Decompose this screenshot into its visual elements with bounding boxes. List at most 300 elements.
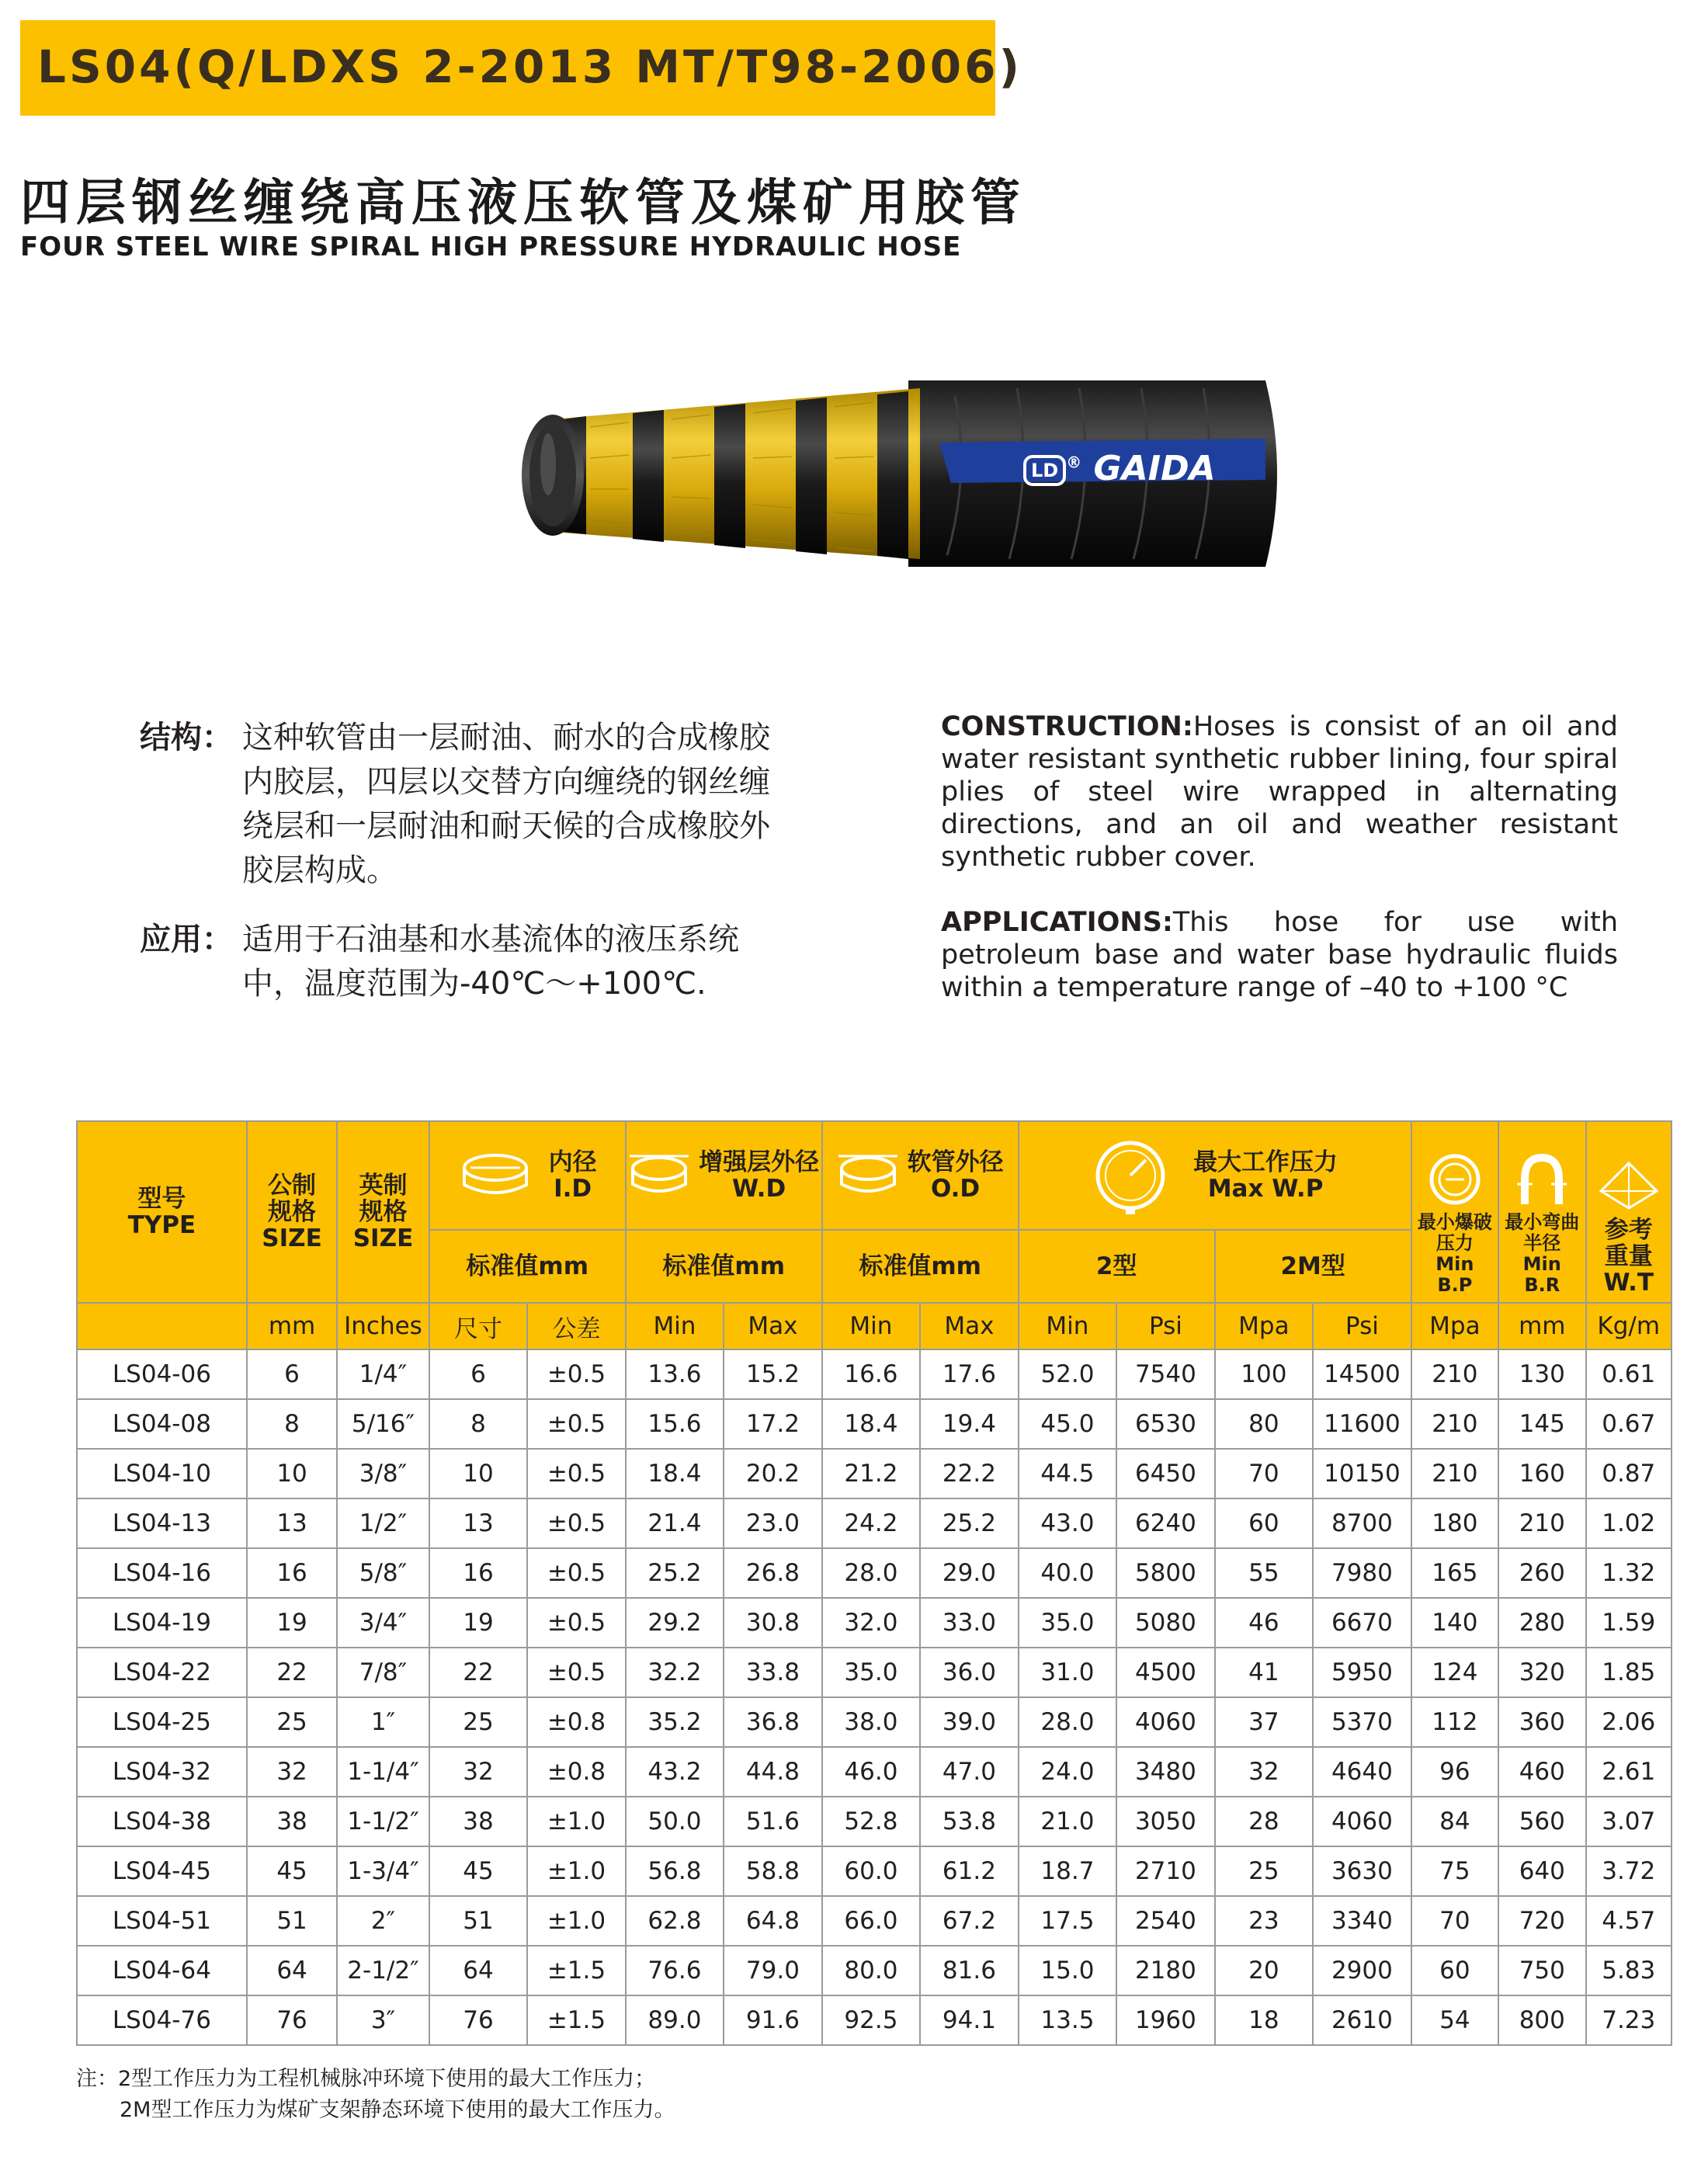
table-cell: 19: [429, 1598, 527, 1648]
table-cell: 25.2: [920, 1499, 1019, 1548]
table-cell: 320: [1498, 1648, 1585, 1697]
table-cell: ±0.5: [527, 1349, 626, 1399]
header-type2m: 2M型: [1215, 1230, 1411, 1303]
type-cell: LS04-06: [77, 1349, 247, 1399]
table-cell: ±0.5: [527, 1598, 626, 1648]
table-cell: 84: [1411, 1797, 1498, 1846]
table-cell: 210: [1411, 1349, 1498, 1399]
table-cell: 36.8: [724, 1697, 822, 1747]
unit-cell: 尺寸: [429, 1303, 527, 1349]
table-cell: 15.6: [626, 1399, 724, 1449]
table-cell: 33.8: [724, 1648, 822, 1697]
type-cell: LS04-64: [77, 1946, 247, 1995]
table-cell: 210: [1411, 1399, 1498, 1449]
table-cell: 52.8: [822, 1797, 920, 1846]
table-cell: 94.1: [920, 1995, 1019, 2045]
table-cell: 0.87: [1586, 1449, 1672, 1499]
unit-cell: Min: [822, 1303, 920, 1349]
table-cell: 25: [247, 1697, 337, 1747]
table-cell: 66.0: [822, 1896, 920, 1946]
table-cell: 1.59: [1586, 1598, 1672, 1648]
table-cell: 750: [1498, 1946, 1585, 1995]
table-cell: 30.8: [724, 1598, 822, 1648]
title-chinese: 四层钢丝缠绕高压液压软管及煤矿用胶管: [20, 175, 1026, 232]
table-cell: 26.8: [724, 1548, 822, 1598]
unit-cell: 公差: [527, 1303, 626, 1349]
table-cell: 64: [247, 1946, 337, 1995]
table-row: [77, 1499, 1672, 1548]
table-cell: 76: [429, 1995, 527, 2045]
table-cell: 36.0: [920, 1648, 1019, 1697]
table-row: [77, 1598, 1672, 1648]
table-cell: 75: [1411, 1846, 1498, 1896]
header-bp-en: Min B.P: [1435, 1253, 1474, 1296]
table-cell: 17.6: [920, 1349, 1019, 1399]
table-cell: 38: [247, 1797, 337, 1846]
table-cell: 1-1/2″: [337, 1797, 429, 1846]
table-cell: 15.2: [724, 1349, 822, 1399]
header-br-en: Min B.R: [1522, 1253, 1561, 1296]
table-cell: 10150: [1313, 1449, 1411, 1499]
header-type: [77, 1121, 247, 1303]
table-body: [77, 1349, 1672, 2045]
table-row: [77, 1399, 1672, 1449]
table-cell: 51: [247, 1896, 337, 1946]
table-cell: 6240: [1116, 1499, 1214, 1548]
brand-name: GAIDA: [1093, 449, 1216, 488]
type-cell: LS04-19: [77, 1598, 247, 1648]
header-id: [429, 1121, 626, 1230]
table-cell: ±1.5: [527, 1946, 626, 1995]
type-cell: LS04-25: [77, 1697, 247, 1747]
table-cell: 6670: [1313, 1598, 1411, 1648]
brand-label: [1023, 449, 1216, 488]
table-cell: 5.83: [1586, 1946, 1672, 1995]
table-cell: 28.0: [822, 1548, 920, 1598]
table-cell: 1″: [337, 1697, 429, 1747]
table-cell: 61.2: [920, 1846, 1019, 1896]
table-cell: ±0.5: [527, 1648, 626, 1697]
table-cell: 1.02: [1586, 1499, 1672, 1548]
table-cell: 13: [247, 1499, 337, 1548]
header-wp-en: Max W.P: [1207, 1175, 1324, 1203]
table-cell: 2540: [1116, 1896, 1214, 1946]
brand-logo-mark: LD: [1023, 455, 1066, 486]
table-cell: 124: [1411, 1648, 1498, 1697]
units-row: [77, 1303, 1672, 1349]
header-inch-size: [337, 1121, 429, 1303]
header-type2: 2型: [1019, 1230, 1215, 1303]
table-cell: 16.6: [822, 1349, 920, 1399]
table-cell: 4060: [1313, 1797, 1411, 1846]
table-cell: 45: [247, 1846, 337, 1896]
table-cell: 210: [1498, 1499, 1585, 1548]
cn-construction-label: 结构：: [140, 720, 233, 755]
table-cell: 89.0: [626, 1995, 724, 2045]
header-inch-en: SIZE: [352, 1224, 414, 1252]
table-cell: 6450: [1116, 1449, 1214, 1499]
header-od-cn: 软管外径: [907, 1148, 1004, 1176]
table-cell: 41: [1215, 1648, 1313, 1697]
type-cell: LS04-45: [77, 1846, 247, 1896]
table-cell: ±0.8: [527, 1697, 626, 1747]
table-cell: 47.0: [920, 1747, 1019, 1797]
header-od: [822, 1121, 1019, 1230]
table-cell: 5080: [1116, 1598, 1214, 1648]
table-cell: 38.0: [822, 1697, 920, 1747]
type-cell: LS04-76: [77, 1995, 247, 2045]
table-cell: 38: [429, 1797, 527, 1846]
header-od-en: O.D: [930, 1175, 981, 1203]
unit-cell: Kg/m: [1586, 1303, 1672, 1349]
footnote-line: 2M型工作压力为煤矿支架静态环境下使用的最大工作压力。: [120, 2098, 675, 2122]
table-cell: 280: [1498, 1598, 1585, 1648]
table-cell: 80.0: [822, 1946, 920, 1995]
burst-gauge-icon: [1424, 1153, 1486, 1207]
header-type-en: TYPE: [127, 1211, 196, 1239]
table-cell: 5950: [1313, 1648, 1411, 1697]
table-cell: 1.85: [1586, 1648, 1672, 1697]
table-row: [77, 1896, 1672, 1946]
table-cell: ±0.8: [527, 1747, 626, 1797]
table-cell: 13: [429, 1499, 527, 1548]
table-cell: 32: [429, 1747, 527, 1797]
table-cell: 14500: [1313, 1349, 1411, 1399]
table-row: [77, 1349, 1672, 1399]
table-cell: 15.0: [1019, 1946, 1116, 1995]
table-cell: 80: [1215, 1399, 1313, 1449]
table-cell: 37: [1215, 1697, 1313, 1747]
table-cell: 360: [1498, 1697, 1585, 1747]
table-cell: ±0.5: [527, 1449, 626, 1499]
table-cell: 160: [1498, 1449, 1585, 1499]
table-cell: 54: [1411, 1995, 1498, 2045]
table-cell: 6: [429, 1349, 527, 1399]
standard-code-banner: [20, 20, 1023, 116]
table-cell: 76.6: [626, 1946, 724, 1995]
table-cell: 7.23: [1586, 1995, 1672, 2045]
table-cell: 32.0: [822, 1598, 920, 1648]
table-cell: 20: [1215, 1946, 1313, 1995]
en-applications: [941, 906, 1618, 1004]
header-wt-en: W.T: [1603, 1269, 1654, 1297]
table-cell: 39.0: [920, 1697, 1019, 1747]
table-cell: 2.06: [1586, 1697, 1672, 1747]
table-cell: 260: [1498, 1548, 1585, 1598]
table-cell: 2900: [1313, 1946, 1411, 1995]
header-wd-cn: 增强层外径: [699, 1148, 820, 1176]
type-cell: LS04-22: [77, 1648, 247, 1697]
table-cell: 45.0: [1019, 1399, 1116, 1449]
header-wp: [1019, 1121, 1411, 1230]
table-cell: 62.8: [626, 1896, 724, 1946]
header-wd: [626, 1121, 822, 1230]
table-cell: 22: [247, 1648, 337, 1697]
header-size-en: SIZE: [262, 1224, 322, 1252]
ring-icon: [458, 1144, 533, 1207]
en-applications-text: This hose for use with petroleum base and water base hydraulic fluids within a temperature range of –40 to +100 °C: [941, 907, 1618, 1003]
table-cell: 32: [247, 1747, 337, 1797]
standard-code: LS04(Q/LDXS 2-2013 MT/T98-2006): [37, 40, 1023, 93]
header-size-cn: 公制规格: [268, 1172, 317, 1226]
en-construction: [941, 710, 1618, 873]
table-cell: 16: [429, 1548, 527, 1598]
header-br-cn: 最小弯曲半径: [1505, 1211, 1580, 1254]
type-cell: LS04-10: [77, 1449, 247, 1499]
unit-cell: Mpa: [1215, 1303, 1313, 1349]
table-cell: 720: [1498, 1896, 1585, 1946]
table-cell: 21.4: [626, 1499, 724, 1548]
table-cell: 81.6: [920, 1946, 1019, 1995]
table-cell: 32.2: [626, 1648, 724, 1697]
unit-cell: Psi: [1116, 1303, 1214, 1349]
table-cell: 76: [247, 1995, 337, 2045]
cn-applications-line: 中，温度范围为-40℃～+100℃.: [242, 966, 706, 1002]
table-cell: 11600: [1313, 1399, 1411, 1449]
table-cell: 67.2: [920, 1896, 1019, 1946]
table-cell: 29.0: [920, 1548, 1019, 1598]
table-cell: 2710: [1116, 1846, 1214, 1896]
table-cell: 10: [247, 1449, 337, 1499]
unit-cell: Max: [724, 1303, 822, 1349]
table-cell: 18.4: [626, 1449, 724, 1499]
table-cell: 28.0: [1019, 1697, 1116, 1747]
type-cell: LS04-51: [77, 1896, 247, 1946]
table-cell: 2″: [337, 1896, 429, 1946]
table-row: [77, 1995, 1672, 2045]
table-cell: 35.0: [822, 1648, 920, 1697]
table-cell: 33.0: [920, 1598, 1019, 1648]
table-cell: 3.07: [1586, 1797, 1672, 1846]
table-cell: 210: [1411, 1449, 1498, 1499]
table-cell: ±1.0: [527, 1896, 626, 1946]
table-cell: 4.57: [1586, 1896, 1672, 1946]
table-cell: 13.6: [626, 1349, 724, 1399]
type-cell: LS04-13: [77, 1499, 247, 1548]
table-row: [77, 1697, 1672, 1747]
table-cell: 1.32: [1586, 1548, 1672, 1598]
table-cell: 2-1/2″: [337, 1946, 429, 1995]
table-cell: 53.8: [920, 1797, 1019, 1846]
table-cell: 1/4″: [337, 1349, 429, 1399]
table-cell: 6530: [1116, 1399, 1214, 1449]
table-cell: 35.2: [626, 1697, 724, 1747]
table-cell: 18.7: [1019, 1846, 1116, 1896]
table-cell: 28: [1215, 1797, 1313, 1846]
table-cell: 2610: [1313, 1995, 1411, 2045]
unit-cell: Psi: [1313, 1303, 1411, 1349]
table-cell: 3/8″: [337, 1449, 429, 1499]
header-id-cn: 内径: [548, 1148, 597, 1176]
header-wd-en: W.D: [732, 1175, 786, 1203]
table-cell: 0.67: [1586, 1399, 1672, 1449]
table-cell: 91.6: [724, 1995, 822, 2045]
table-cell: 29.2: [626, 1598, 724, 1648]
table-cell: 1960: [1116, 1995, 1214, 2045]
table-cell: 5800: [1116, 1548, 1214, 1598]
table-cell: ±0.5: [527, 1399, 626, 1449]
en-construction-text: Hoses is consist of an oil and water resistant synthetic rubber lining, four spiral plies of steel wire wrapped in alternating directions, and an oil and weather resistant synthetic rubber cover.: [941, 711, 1618, 873]
table-cell: 3630: [1313, 1846, 1411, 1896]
table-cell: 460: [1498, 1747, 1585, 1797]
table-cell: 10: [429, 1449, 527, 1499]
table-cell: 19.4: [920, 1399, 1019, 1449]
table-cell: 140: [1411, 1598, 1498, 1648]
table-cell: 100: [1215, 1349, 1313, 1399]
table-cell: 112: [1411, 1697, 1498, 1747]
table-cell: 64.8: [724, 1896, 822, 1946]
title-english: FOUR STEEL WIRE SPIRAL HIGH PRESSURE HYDRAULIC HOSE: [20, 231, 962, 262]
footnote: [76, 2064, 675, 2126]
table-cell: 25.2: [626, 1548, 724, 1598]
table-cell: 4640: [1313, 1747, 1411, 1797]
table-cell: ±1.0: [527, 1846, 626, 1896]
ring-icon: [628, 1148, 690, 1203]
table-cell: 800: [1498, 1995, 1585, 2045]
table-cell: 96: [1411, 1747, 1498, 1797]
table-row: [77, 1946, 1672, 1995]
table-cell: 64: [429, 1946, 527, 1995]
unit-cell: Max: [920, 1303, 1019, 1349]
table-cell: 70: [1215, 1449, 1313, 1499]
table-cell: 19: [247, 1598, 337, 1648]
type-cell: LS04-32: [77, 1747, 247, 1797]
unit-cell: Inches: [337, 1303, 429, 1349]
table-cell: 8: [247, 1399, 337, 1449]
brand-reg-mark: ®: [1066, 453, 1082, 472]
table-cell: 35.0: [1019, 1598, 1116, 1648]
table-cell: 3050: [1116, 1797, 1214, 1846]
table-cell: 1-1/4″: [337, 1747, 429, 1797]
table-cell: 640: [1498, 1846, 1585, 1896]
table-cell: 7540: [1116, 1349, 1214, 1399]
header-id-std: 标准值mm: [429, 1230, 626, 1303]
table-cell: 79.0: [724, 1946, 822, 1995]
table-cell: 23.0: [724, 1499, 822, 1548]
table-cell: 22: [429, 1648, 527, 1697]
table-cell: 20.2: [724, 1449, 822, 1499]
unit-cell: mm: [1498, 1303, 1585, 1349]
table-cell: 180: [1411, 1499, 1498, 1548]
table-cell: 92.5: [822, 1995, 920, 2045]
table-cell: 24.2: [822, 1499, 920, 1548]
table-cell: 70: [1411, 1896, 1498, 1946]
cn-construction-line: 内胶层，四层以交替方向缠绕的钢丝缠: [242, 764, 770, 800]
header-inch-cn: 英制规格: [359, 1172, 408, 1226]
table-cell: 51: [429, 1896, 527, 1946]
table-cell: 56.8: [626, 1846, 724, 1896]
table-cell: 25: [429, 1697, 527, 1747]
table-cell: 3.72: [1586, 1846, 1672, 1896]
table-cell: 60.0: [822, 1846, 920, 1896]
table-cell: 31.0: [1019, 1648, 1116, 1697]
header-bp: [1411, 1121, 1498, 1303]
table-cell: 13.5: [1019, 1995, 1116, 2045]
table-row: [77, 1747, 1672, 1797]
cn-applications-line: 适用于石油基和水基流体的液压系统: [242, 922, 739, 957]
table-cell: 3/4″: [337, 1598, 429, 1648]
table-cell: 5/16″: [337, 1399, 429, 1449]
table-cell: 4500: [1116, 1648, 1214, 1697]
table-cell: 1/2″: [337, 1499, 429, 1548]
table-cell: 32: [1215, 1747, 1313, 1797]
table-cell: 60: [1411, 1946, 1498, 1995]
unit-cell-empty: [77, 1303, 247, 1349]
cn-applications-label: 应用：: [140, 922, 233, 957]
table-cell: 7/8″: [337, 1648, 429, 1697]
table-cell: 17.2: [724, 1399, 822, 1449]
table-cell: 130: [1498, 1349, 1585, 1399]
table-cell: 21.0: [1019, 1797, 1116, 1846]
table-row: [77, 1648, 1672, 1697]
table-cell: 3480: [1116, 1747, 1214, 1797]
table-cell: 25: [1215, 1846, 1313, 1896]
en-applications-label: APPLICATIONS:: [941, 907, 1173, 938]
table-cell: 44.8: [724, 1747, 822, 1797]
table-cell: 2.61: [1586, 1747, 1672, 1797]
table-cell: 40.0: [1019, 1548, 1116, 1598]
table-cell: 43.2: [626, 1747, 724, 1797]
table-cell: 17.5: [1019, 1896, 1116, 1946]
table-cell: 145: [1498, 1399, 1585, 1449]
table-cell: 46.0: [822, 1747, 920, 1797]
table-row: [77, 1797, 1672, 1846]
table-cell: 45: [429, 1846, 527, 1896]
table-cell: ±1.5: [527, 1995, 626, 2045]
type-cell: LS04-16: [77, 1548, 247, 1598]
table-row: [77, 1548, 1672, 1598]
header-wt-cn: 参考重量: [1604, 1216, 1653, 1270]
cn-construction-line: 绕层和一层耐油和耐天候的合成橡胶外: [242, 808, 770, 844]
header-size: [247, 1121, 337, 1303]
table-cell: 5370: [1313, 1697, 1411, 1747]
table-cell: 3″: [337, 1995, 429, 2045]
table-cell: 60: [1215, 1499, 1313, 1548]
spec-table: [76, 1120, 1672, 2046]
table-cell: 44.5: [1019, 1449, 1116, 1499]
table-cell: 6: [247, 1349, 337, 1399]
table-cell: 18: [1215, 1995, 1313, 2045]
header-wp-cn: 最大工作压力: [1193, 1148, 1338, 1176]
table-cell: 1-3/4″: [337, 1846, 429, 1896]
table-cell: 46: [1215, 1598, 1313, 1648]
unit-cell: Mpa: [1411, 1303, 1498, 1349]
table-cell: 55: [1215, 1548, 1313, 1598]
header-type-cn: 型号: [137, 1185, 186, 1213]
unit-cell: mm: [247, 1303, 337, 1349]
table-cell: 43.0: [1019, 1499, 1116, 1548]
table-cell: 52.0: [1019, 1349, 1116, 1399]
table-cell: 51.6: [724, 1797, 822, 1846]
table-cell: 23: [1215, 1896, 1313, 1946]
table-cell: 18.4: [822, 1399, 920, 1449]
unit-cell: Min: [626, 1303, 724, 1349]
table-cell: 560: [1498, 1797, 1585, 1846]
table-cell: 3340: [1313, 1896, 1411, 1946]
en-construction-label: CONSTRUCTION:: [941, 711, 1193, 742]
table-cell: 5/8″: [337, 1548, 429, 1598]
table-cell: 4060: [1116, 1697, 1214, 1747]
gauge-icon: [1092, 1137, 1169, 1214]
header-wd-std: 标准值mm: [626, 1230, 822, 1303]
table-cell: 8700: [1313, 1499, 1411, 1548]
header-wt: [1586, 1121, 1672, 1303]
cn-construction-line: 胶层构成。: [242, 853, 397, 888]
header-br: [1498, 1121, 1585, 1303]
table-cell: 8: [429, 1399, 527, 1449]
table-row: [77, 1449, 1672, 1499]
header-od-std: 标准值mm: [822, 1230, 1019, 1303]
